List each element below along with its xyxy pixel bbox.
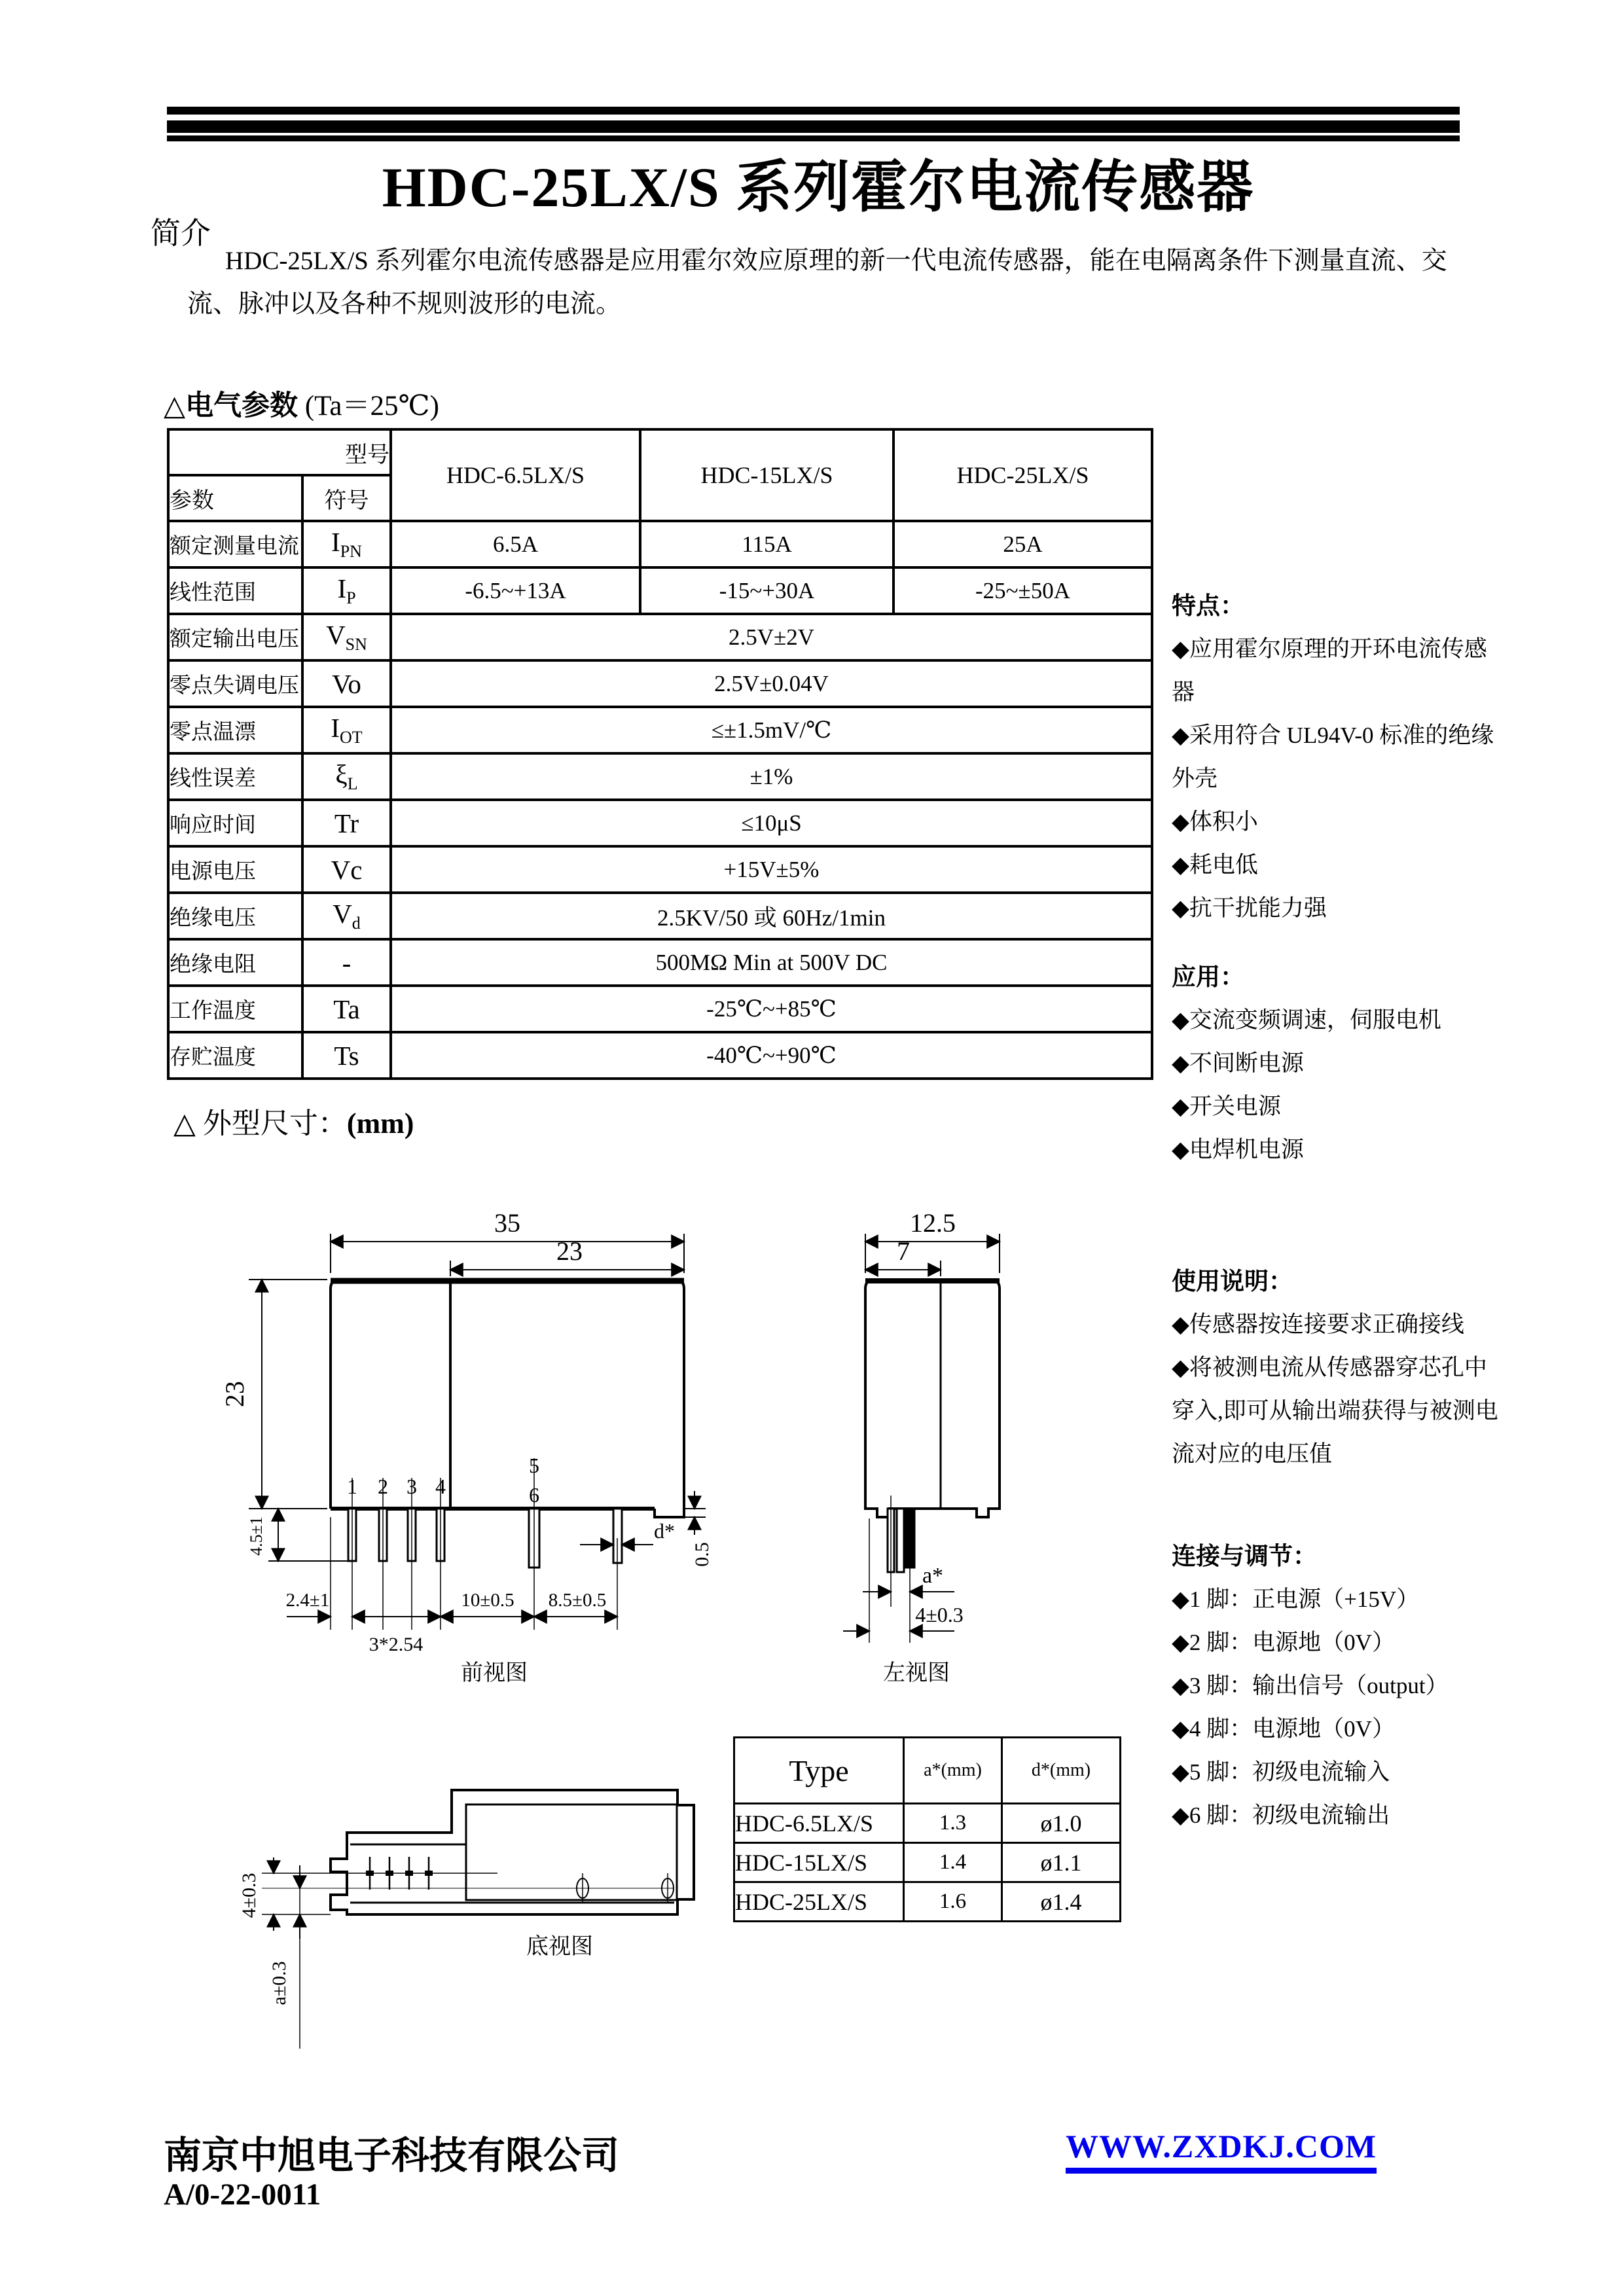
parameter-value: 2.5V±2V <box>391 614 1152 660</box>
left-dim-front: 7 <box>897 1236 910 1266</box>
front-pin-number-1: 1 <box>347 1475 357 1498</box>
front-dim-hole: d* <box>654 1519 675 1543</box>
parameter-row <box>168 660 1152 707</box>
type-table-row <box>734 1804 1121 1843</box>
parameter-symbol: $V_{SN}$ <box>302 614 391 660</box>
parameter-value: 115A <box>640 521 893 567</box>
corner-model-label: 型号 <box>168 429 391 475</box>
parameter-row <box>168 614 1152 660</box>
parameter-symbol: $I_{PN}$ <box>302 521 391 567</box>
sidebar-line: 流对应的电压值 <box>1172 1441 1333 1467</box>
features-section <box>1172 584 1562 930</box>
usage-section <box>1172 1260 1562 1476</box>
type-d-value: ø1.4 <box>1002 1882 1121 1922</box>
sidebar-line: ◆电焊机电源 <box>1172 1137 1304 1162</box>
type-table-header-type: Type <box>734 1738 904 1804</box>
left-view-drawing <box>785 1198 1152 1695</box>
sidebar-line: ◆4 脚：电源地（0V） <box>1172 1716 1395 1742</box>
type-table-header-row <box>734 1738 1121 1804</box>
top-rule-2 <box>167 120 1460 133</box>
corner-symbol-label: 符号 <box>302 475 391 521</box>
type-dimension-table <box>733 1736 1121 1922</box>
front-dim-gap1: 10±0.5 <box>461 1590 514 1611</box>
front-dim-gap2: 8.5±0.5 <box>548 1590 607 1611</box>
parameter-value: -15~+30A <box>640 567 893 614</box>
parameter-name: 工作温度 <box>168 986 302 1032</box>
parameter-symbol: Ts <box>302 1032 391 1079</box>
type-a-value: 1.3 <box>904 1804 1002 1843</box>
parameter-value: +15V±5% <box>391 846 1152 893</box>
front-pin-number-6: 6 <box>529 1483 539 1507</box>
sidebar-line: ◆体积小 <box>1172 809 1258 834</box>
bottom-view-drawing <box>216 1767 740 2075</box>
applications-list <box>1172 999 1562 1172</box>
front-dim-height: 23 <box>220 1381 249 1407</box>
model-column-header: HDC-15LX/S <box>640 429 893 521</box>
type-a-value: 1.6 <box>904 1882 1002 1922</box>
electrical-section-heading <box>164 384 439 423</box>
parameter-value: -6.5~+13A <box>391 567 640 614</box>
outline-dimensions-heading <box>173 1100 414 1141</box>
parameter-row <box>168 846 1152 893</box>
parameter-value: -25~±50A <box>893 567 1152 614</box>
parameter-name: 零点温漂 <box>168 707 302 753</box>
bottom-dim-offset2: a±0.3 <box>268 1961 290 2005</box>
front-dim-pin-length: 4.5±1 <box>247 1516 266 1556</box>
connection-heading: 连接与调节： <box>1172 1543 1317 1570</box>
parameter-symbol: Ta <box>302 986 391 1032</box>
applications-heading: 应用： <box>1172 963 1244 990</box>
front-dim-left-offset: 2.4±1 <box>285 1590 330 1611</box>
bottom-view-caption: 底视图 <box>526 1935 593 1959</box>
parameter-name: 零点失调电压 <box>168 660 302 707</box>
sidebar-line: ◆交流变频调速，伺服电机 <box>1172 1007 1441 1033</box>
sidebar-line: 器 <box>1172 679 1195 705</box>
front-dim-width-inner: 23 <box>556 1236 583 1266</box>
front-pin-number-5: 5 <box>529 1454 539 1477</box>
sidebar-line: ◆不间断电源 <box>1172 1050 1304 1076</box>
parameter-name: 线性误差 <box>168 753 302 800</box>
outline-heading-unit: (mm) <box>346 1107 414 1139</box>
parameter-value: 500MΩ Min at 500V DC <box>391 939 1152 986</box>
applications-section <box>1172 956 1562 1172</box>
type-a-value: 1.4 <box>904 1843 1002 1882</box>
parameter-name: 电源电压 <box>168 846 302 893</box>
usage-list <box>1172 1303 1562 1476</box>
parameter-value: 25A <box>893 521 1152 567</box>
front-dim-width: 35 <box>494 1208 520 1238</box>
intro-paragraph: HDC-25LX/S 系列霍尔电流传感器是应用霍尔效应原理的新一代电流传感器，能在电隔离条件下测量直流、交流、脉冲以及各种不规则波形的电流。 <box>187 247 1447 318</box>
sidebar-line: ◆耗电低 <box>1172 852 1258 878</box>
sidebar-line: ◆抗干扰能力强 <box>1172 895 1327 921</box>
parameter-symbol: - <box>302 939 391 986</box>
features-heading: 特点： <box>1172 592 1244 619</box>
sidebar-line: ◆开关电源 <box>1172 1094 1281 1119</box>
sidebar-line: ◆将被测电流从传感器穿芯孔中 <box>1172 1355 1487 1380</box>
pin-description-list <box>1172 1578 1562 1837</box>
corner-param-label: 参数 <box>168 475 302 521</box>
parameter-value: ±1% <box>391 753 1152 800</box>
type-name: HDC-25LX/S <box>734 1882 904 1922</box>
sidebar-line: ◆2 脚：电源地（0V） <box>1172 1630 1395 1655</box>
bottom-dim-offset1: 4±0.3 <box>238 1873 260 1918</box>
parameter-name: 额定测量电流 <box>168 521 302 567</box>
type-d-value: ø1.0 <box>1002 1804 1121 1843</box>
parameter-value: -25℃~+85℃ <box>391 986 1152 1032</box>
features-list <box>1172 628 1562 930</box>
footer-website-link[interactable]: WWW.ZXDKJ.COM <box>1066 2127 1377 2174</box>
left-dim-offset: 4±0.3 <box>915 1603 964 1626</box>
parameter-value: ≤10μS <box>391 800 1152 846</box>
type-table-header-d: d*(mm) <box>1002 1738 1121 1804</box>
footer-company-name: 南京中旭电子科技有限公司 <box>164 2134 620 2177</box>
front-pin-number-3: 3 <box>406 1475 417 1498</box>
parameter-row <box>168 521 1152 567</box>
sidebar-line: ◆6 脚：初级电流输出 <box>1172 1803 1390 1828</box>
parameter-name: 额定输出电压 <box>168 614 302 660</box>
sidebar-line: 外壳 <box>1172 766 1218 791</box>
table-header-row-1 <box>168 429 1152 475</box>
electrical-parameter-table <box>167 428 1153 1080</box>
parameter-row <box>168 567 1152 614</box>
parameter-value: 2.5KV/50 或 60Hz/1min <box>391 893 1152 939</box>
left-dim-depth: 12.5 <box>910 1208 956 1238</box>
parameter-name: 线性范围 <box>168 567 302 614</box>
front-view-drawing <box>216 1198 727 1695</box>
type-table-row <box>734 1882 1121 1922</box>
parameter-name: 绝缘电压 <box>168 893 302 939</box>
parameter-row <box>168 986 1152 1032</box>
parameter-symbol: Vc <box>302 846 391 893</box>
parameter-symbol: $I_{OT}$ <box>302 707 391 753</box>
top-rule-3 <box>167 135 1460 141</box>
parameter-row <box>168 1032 1152 1079</box>
page-title: HDC-25LX/S 系列霍尔电流传感器 <box>382 156 1255 219</box>
front-pin-number-2: 2 <box>378 1475 388 1498</box>
electrical-heading-condition: (Ta＝25℃) <box>298 391 439 422</box>
sidebar-line: ◆传感器按连接要求正确接线 <box>1172 1312 1464 1337</box>
parameter-value: 6.5A <box>391 521 640 567</box>
sidebar-line: ◆3 脚：输出信号（output） <box>1172 1673 1449 1698</box>
sidebar-line: ◆1 脚：正电源（+15V） <box>1172 1587 1420 1612</box>
parameter-row <box>168 939 1152 986</box>
footer-document-number: A/0-22-0011 <box>164 2178 321 2212</box>
connection-section <box>1172 1535 1562 1837</box>
left-view-caption: 左视图 <box>883 1661 950 1685</box>
type-table-row <box>734 1843 1121 1882</box>
intro-label: 简介 <box>151 217 211 250</box>
type-d-value: ø1.1 <box>1002 1843 1121 1882</box>
parameter-symbol: Tr <box>302 800 391 846</box>
usage-heading: 使用说明： <box>1172 1268 1293 1295</box>
parameter-row <box>168 753 1152 800</box>
front-dim-pitch: 3*2.54 <box>369 1634 424 1655</box>
parameter-row <box>168 893 1152 939</box>
electrical-heading-text: △电气参数 <box>164 390 298 422</box>
type-table-header-a: a*(mm) <box>904 1738 1002 1804</box>
top-rule-1 <box>167 107 1460 115</box>
parameter-symbol: Vo <box>302 660 391 707</box>
left-dim-a: a* <box>922 1564 944 1588</box>
front-view-caption: 前视图 <box>461 1661 528 1685</box>
model-column-header: HDC-6.5LX/S <box>391 429 640 521</box>
parameter-row <box>168 707 1152 753</box>
sidebar-line: ◆应用霍尔原理的开环电流传感 <box>1172 636 1487 662</box>
sidebar-line: ◆5 脚：初级电流输入 <box>1172 1759 1390 1785</box>
parameter-value: ≤±1.5mV/℃ <box>391 707 1152 753</box>
sidebar-line: 穿入,即可从输出端获得与被测电 <box>1172 1398 1498 1424</box>
parameter-value: -40℃~+90℃ <box>391 1032 1152 1079</box>
front-dim-step: 0.5 <box>691 1542 713 1567</box>
parameter-name: 绝缘电阻 <box>168 939 302 986</box>
model-column-header: HDC-25LX/S <box>893 429 1152 521</box>
parameter-symbol: $I_P$ <box>302 567 391 614</box>
parameter-symbol: $\xi_L$ <box>302 753 391 800</box>
parameter-row <box>168 800 1152 846</box>
type-name: HDC-6.5LX/S <box>734 1804 904 1843</box>
sidebar-notes <box>1172 584 1562 1837</box>
outline-heading-text: △ 外型尺寸： <box>173 1107 347 1139</box>
parameter-name: 响应时间 <box>168 800 302 846</box>
parameter-value: 2.5V±0.04V <box>391 660 1152 707</box>
parameter-symbol: $V_d$ <box>302 893 391 939</box>
sidebar-line: ◆采用符合 UL94V-0 标准的绝缘 <box>1172 723 1494 748</box>
type-name: HDC-15LX/S <box>734 1843 904 1882</box>
parameter-name: 存贮温度 <box>168 1032 302 1079</box>
front-pin-number-4: 4 <box>435 1475 446 1498</box>
